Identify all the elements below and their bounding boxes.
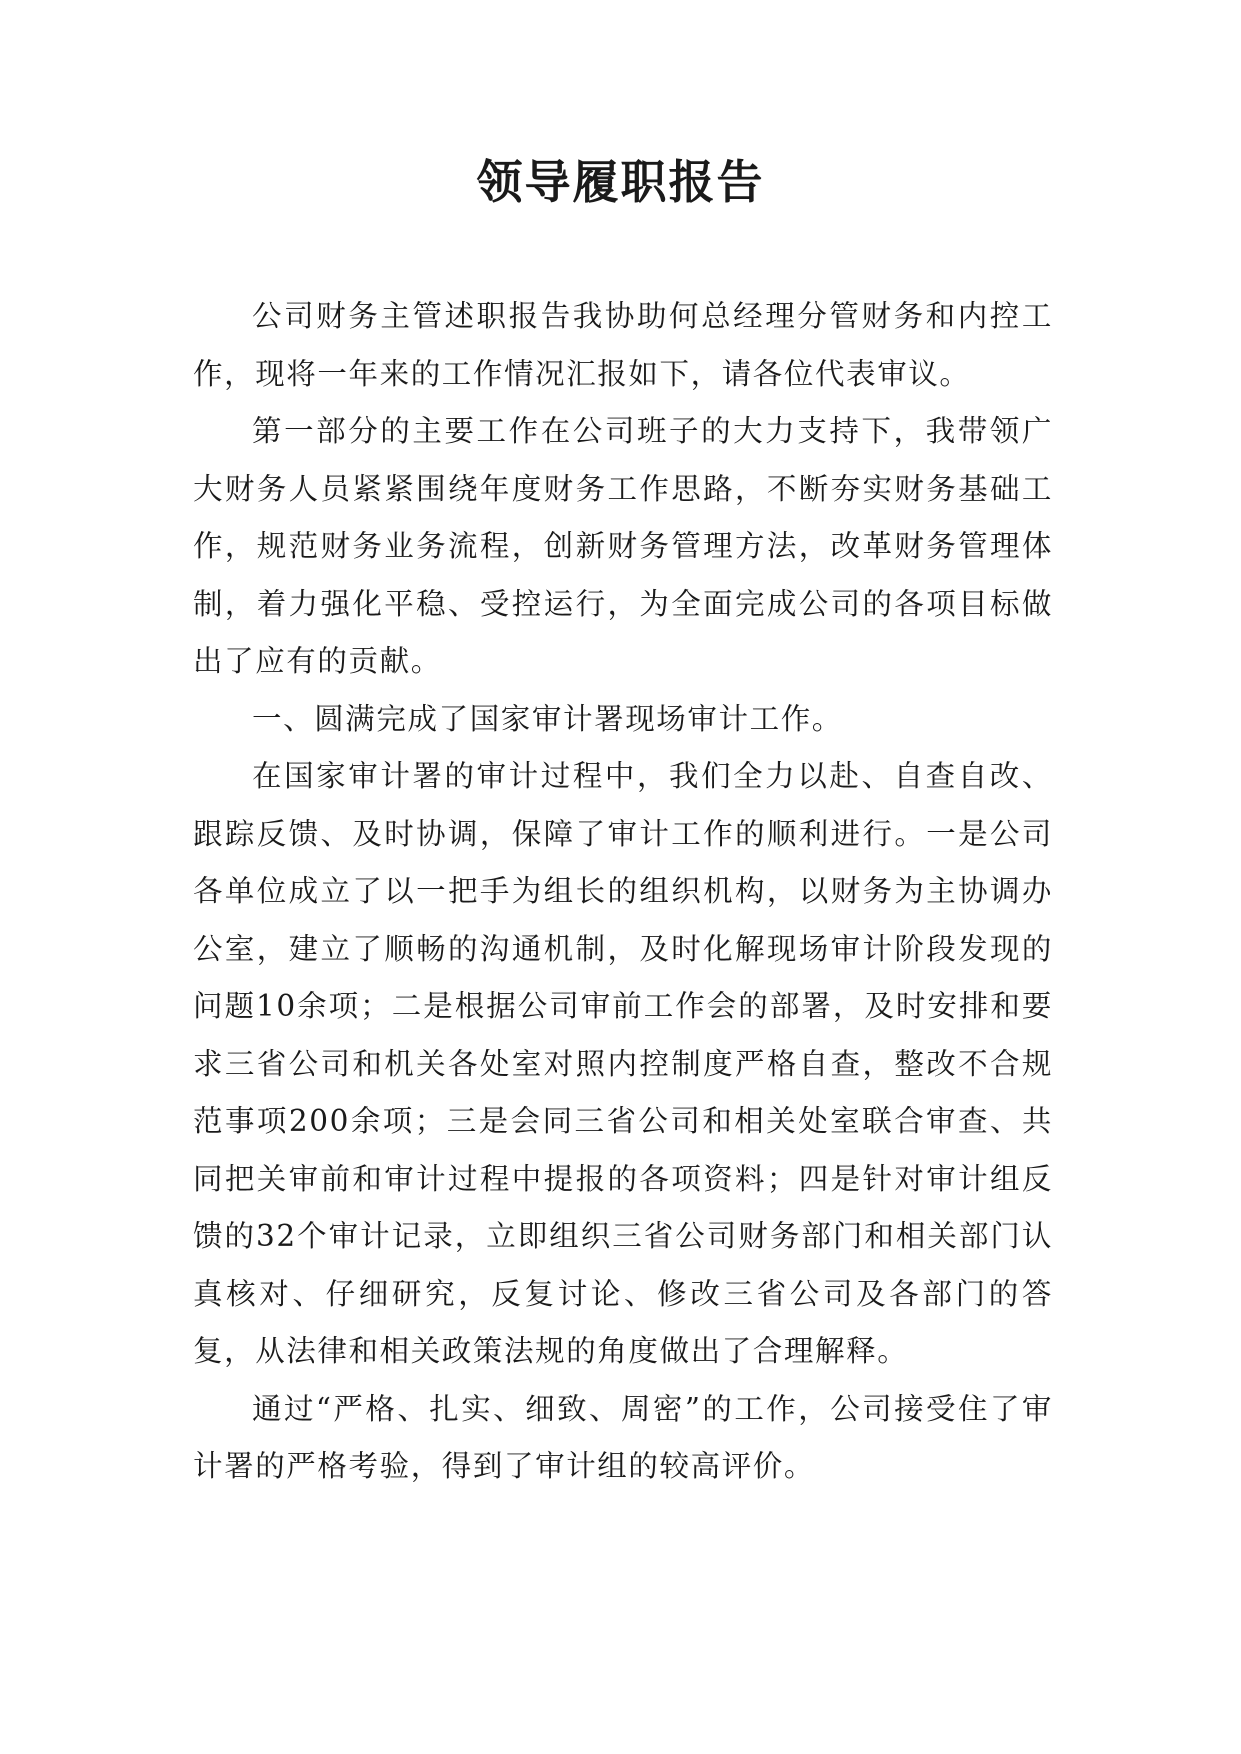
paragraph-intro: 公司财务主管述职报告我协助何总经理分管财务和内控工作，现将一年来的工作情况汇报如下，请各位代表审议。 (193, 299, 1053, 391)
paragraph-heading-audit: 一、圆满完成了国家审计署现场审计工作。 (252, 701, 843, 736)
paragraph-part-one: 第一部分的主要工作在公司班子的大力支持下，我带领广大财务人员紧紧围绕年度财务工作思路，不断夯实财务基础工作，规范财务业务流程，创新财务管理方法，改革财务管理体制，着力强化平稳、受控运行，为全面完成公司的各项目标做出了应有的贡献。 (193, 414, 1053, 678)
document-title: 领导履职报告 (476, 155, 765, 209)
paragraph-audit-result: 通过“严格、扎实、细致、周密”的工作，公司接受住了审计署的严格考验，得到了审计组的较高评价。 (193, 1391, 1053, 1483)
paragraph-audit-details: 在国家审计署的审计过程中，我们全力以赴、自查自改、跟踪反馈、及时协调，保障了审计工作的顺利进行。一是公司各单位成立了以一把手为组长的组织机构，以财务为主协调办公室，建立了顺畅的沟通机制，及时化解现场审计阶段发现的问题10余项；二是根据公司审前工作会的部署，及时安排和要求三省公司和机关各处室对照内控制度严格自查，整改不合规范事项200余项；三是会同三省公司和相关处室联合审查、共同把关审前和审计过程中提报的各项资料；四是针对审计组反馈的32个审计记录，立即组织三省公司财务部门和相关部门认真核对、仔细研究，反复讨论、修改三省公司及各部门的答复，从法律和相关政策法规的角度做出了合理解释。 (193, 759, 1053, 1368)
document-body (193, 288, 1053, 1496)
